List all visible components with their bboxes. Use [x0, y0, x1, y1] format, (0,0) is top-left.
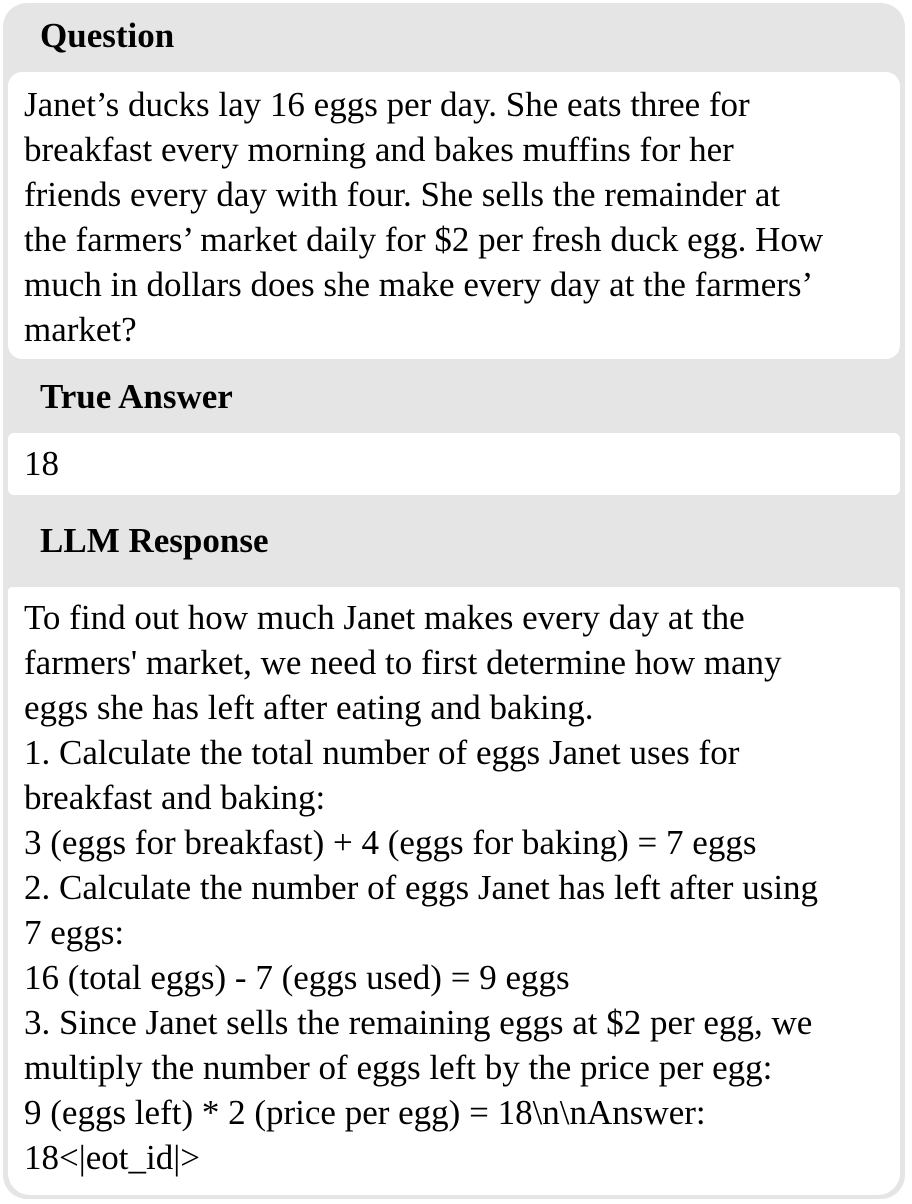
response-line: breakfast and baking:: [24, 778, 326, 817]
response-line: 3. Since Janet sells the remaining eggs at $2 per egg, we: [24, 1003, 813, 1042]
true-answer-value: 18: [24, 444, 59, 483]
question-line: much in dollars does she make every day at the farmers’: [24, 265, 814, 304]
response-line: multiply the number of eggs left by the price per egg:: [24, 1048, 773, 1087]
response-line: eggs she has left after eating and baking.: [24, 688, 594, 727]
question-line: market?: [24, 310, 137, 349]
question-line: the farmers’ market daily for $2 per fresh duck egg. How: [24, 220, 824, 259]
llm-response-header: LLM Response: [40, 521, 269, 560]
question-line: breakfast every morning and bakes muffins for her: [24, 130, 734, 169]
question-header: Question: [40, 16, 175, 55]
response-line: 7 eggs:: [24, 913, 125, 952]
response-line: 1. Calculate the total number of eggs Janet uses for: [24, 733, 740, 772]
question-line: friends every day with four. She sells the remainder at: [24, 175, 781, 214]
response-line: 3 (eggs for breakfast) + 4 (eggs for baking) = 7 eggs: [24, 823, 757, 862]
response-line: 16 (total eggs) - 7 (eggs used) = 9 eggs: [24, 958, 570, 997]
response-line: To find out how much Janet makes every day at the: [24, 598, 745, 637]
question-line: Janet’s ducks lay 16 eggs per day. She eats three for: [24, 85, 750, 124]
llm-response-body: [8, 587, 900, 1195]
qa-card: [3, 3, 905, 1199]
true-answer-body: [8, 433, 900, 495]
response-line: 9 (eggs left) * 2 (price per egg) = 18\n\nAnswer:: [24, 1093, 706, 1132]
question-body: [8, 72, 900, 359]
response-line: 2. Calculate the number of eggs Janet has left after using: [24, 868, 819, 907]
true-answer-header: True Answer: [40, 377, 233, 416]
response-line: 18<|eot_id|>: [24, 1138, 200, 1177]
response-line: farmers' market, we need to first determine how many: [24, 643, 782, 682]
